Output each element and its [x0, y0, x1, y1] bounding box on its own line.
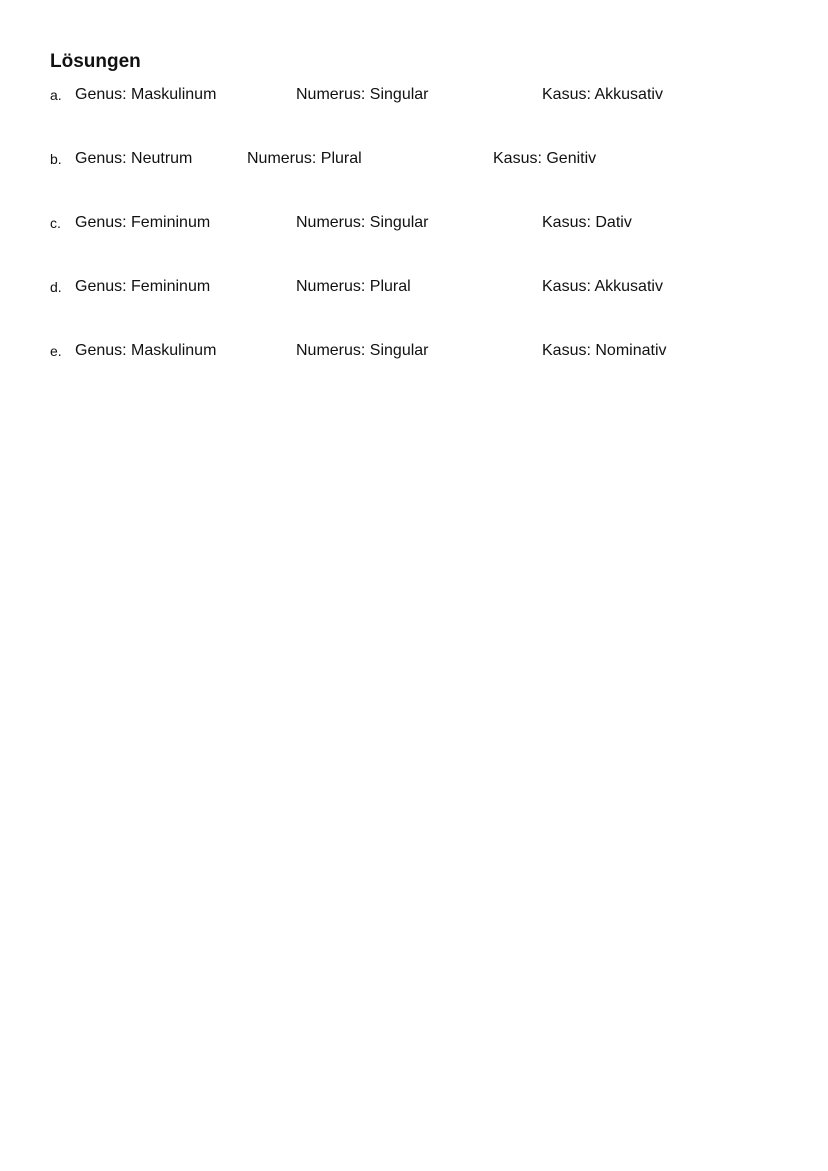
list-marker: e.	[50, 343, 62, 359]
kasus-text: Kasus: Dativ	[542, 214, 632, 231]
genus-text: Genus: Maskulinum	[75, 86, 217, 103]
kasus-text: Kasus: Akkusativ	[542, 278, 663, 295]
solution-row-e	[0, 340, 828, 362]
numerus-text: Numerus: Plural	[247, 150, 362, 167]
numerus-text: Numerus: Singular	[296, 86, 429, 103]
kasus-text: Kasus: Nominativ	[542, 342, 667, 359]
list-marker: b.	[50, 151, 62, 167]
genus-text: Genus: Maskulinum	[75, 342, 217, 359]
solution-row-a	[0, 84, 828, 106]
solution-row-c	[0, 212, 828, 234]
list-marker: c.	[50, 215, 61, 231]
numerus-text: Numerus: Singular	[296, 342, 429, 359]
list-marker: a.	[50, 87, 62, 103]
genus-text: Genus: Femininum	[75, 214, 211, 231]
solution-row-b	[0, 148, 828, 170]
numerus-text: Numerus: Singular	[296, 214, 429, 231]
page-title: Lösungen	[50, 51, 141, 72]
list-marker: d.	[50, 279, 62, 295]
numerus-text: Numerus: Plural	[296, 278, 411, 295]
genus-text: Genus: Neutrum	[75, 150, 193, 167]
kasus-text: Kasus: Akkusativ	[542, 86, 663, 103]
solution-row-d	[0, 276, 828, 298]
kasus-text: Kasus: Genitiv	[493, 150, 597, 167]
genus-text: Genus: Femininum	[75, 278, 211, 295]
